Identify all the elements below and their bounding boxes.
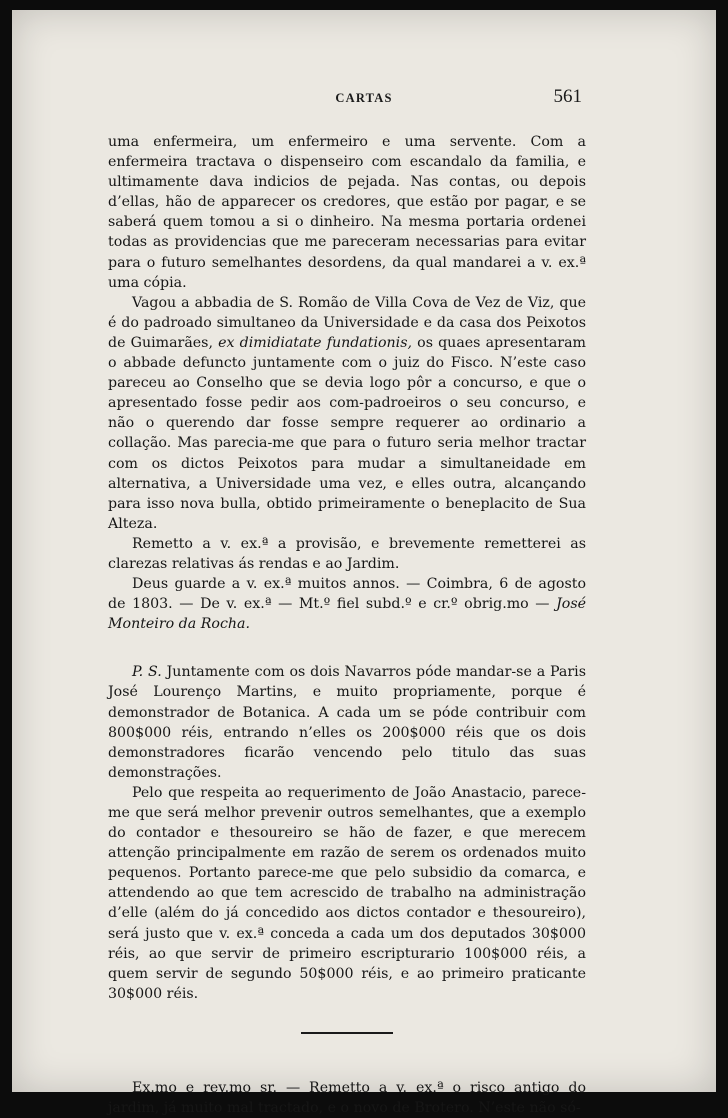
- signature: José Monteiro da Rocha.: [108, 596, 586, 633]
- latin-phrase: ex dimidiatate fundationis,: [218, 334, 413, 351]
- postscript-label: P. S.: [132, 664, 162, 681]
- paragraph-closing: [108, 574, 586, 634]
- closing-text: Deus guarde a v. ex.ª muitos annos. — Coimbra, 6 de agosto de 1803. — De v. ex.ª — Mt.º fiel subd.º e cr.º obrig.mo —: [108, 576, 586, 613]
- paragraph-next-letter: Ex.mo e rev.mo sr. — Remetto a v. ex.ª o risco antigo do jardim, já muito mal tractado, e o novo de Brotero. N’este não só-: [108, 1079, 586, 1116]
- page-number: 561: [553, 86, 582, 107]
- spacer: [108, 1004, 586, 1032]
- spacer: [108, 1034, 586, 1078]
- postscript-text: Juntamente com os dois Navarros póde mandar-se a Paris José Lourenço Martins, e muito propriamente, porque é demonstrador de Botanica. A cada um se póde contribuir com 800$000 réis, entrando n’elles os 200$000 réis que os dois demonstradores ficarão vencendo pelo titulo das suas demonstrações.: [108, 664, 586, 781]
- paragraph-abbadia-text-a: Vagou a abbadia de S. Romão de Villa Cova de Vez de Viz, que é do padroado simultaneo da Universidade e da casa dos Peixotos de Guimarães,: [108, 294, 586, 351]
- paragraph-enfermeira: uma enfermeira, um enfermeiro e uma servente. Com a enfermeira tractava o dispenseiro com escandalo da familia, e ultimamente dava indicios de pejada. Nas contas, ou depois d’ellas, hão de apparecer os credores, que estão por pagar, e se saberá quem tomou a si o dinheiro. Na mesma portaria ordenei todas as providencias que me pareceram necessarias para evitar para o futuro semelhantes desordens, da qual mandarei a v. ex.ª uma cópia.: [108, 134, 586, 291]
- paragraph-provisao: Remetto a v. ex.ª a provisão, e brevemente remetterei as clarezas relativas ás rendas e ao Jardim.: [108, 535, 586, 572]
- book-page: [12, 10, 716, 1116]
- body-text: [108, 132, 586, 1118]
- paragraph-abbadia: [108, 293, 586, 534]
- paragraph-postscript: [108, 662, 586, 783]
- running-title: CARTAS: [335, 91, 393, 105]
- spacer: [108, 634, 586, 662]
- paragraph-requerimento: Pelo que respeita ao requerimento de João Anastacio, parece-me que será melhor prevenir outros semelhantes, que a exemplo do contador e thesoureiro se hão de fazer, e que merecem attenção principalmente em razão de serem os ordenados muito pequenos. Portanto parece-me que pelo subsidio da comarca, e attendendo ao que tem acrescido de trabalho na administração d’elle (além do já concedido aos dictos contador e thesoureiro), será justo que v. ex.ª conceda a cada um dos deputados 30$000 réis, ao que servir de primeiro escripturario 100$000 réis, a quem servir de segundo 50$000 réis, e ao primeiro praticante 30$000 réis.: [108, 784, 586, 1002]
- page-header: [12, 88, 716, 112]
- paragraph-abbadia-text-b: os quaes apresentaram o abbade defuncto juntamente com o juiz do Fisco. N’este caso pareceu ao Conselho que se devia logo pôr a concurso, e que o apresentado fosse pedir aos com-padroeiros o seu concurso, e não o querendo dar fosse sempre requerer ao ordinario a collação. Mas parecia-me que para o futuro seria melhor tractar com os dictos Peixotos para mudar a simultaneidade em alternativa, a Universidade uma vez, e elles outra, alcançando para isso nova bulla, obtido primeiramente o beneplacito de Sua Alteza.: [108, 334, 586, 532]
